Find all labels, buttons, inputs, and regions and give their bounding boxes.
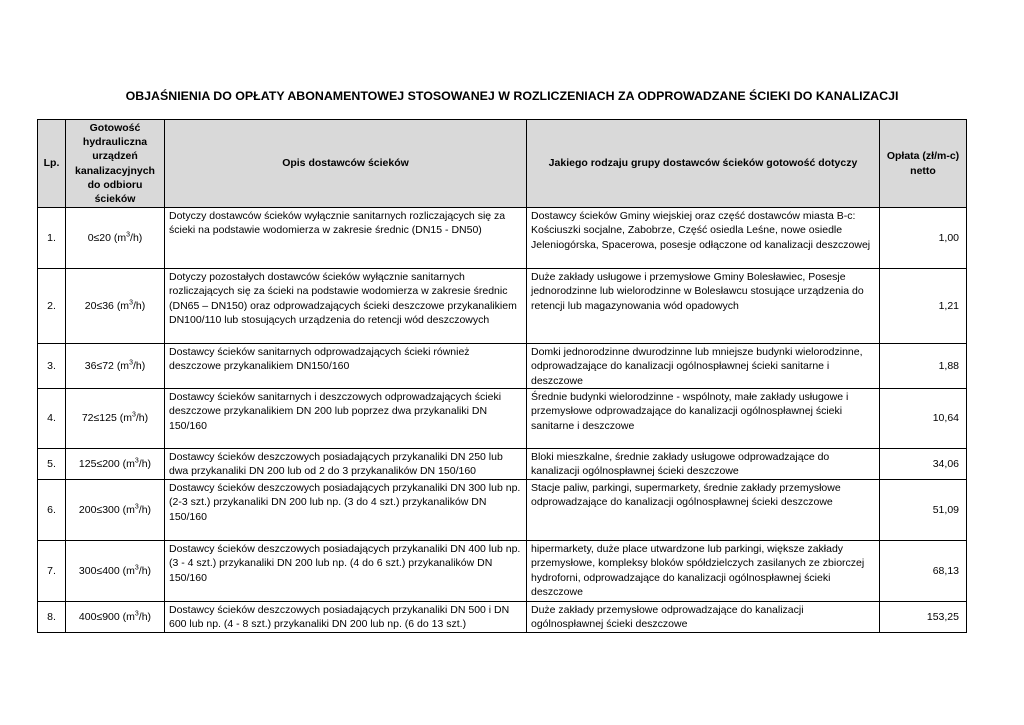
cell-fee: 1,88: [880, 344, 967, 389]
cell-fee: 10,64: [880, 389, 967, 449]
cell-fee: 68,13: [880, 541, 967, 602]
unit-exponent: 3: [134, 610, 139, 618]
cell-lp: 7.: [38, 541, 66, 602]
capacity-range: 125≤200: [78, 457, 123, 470]
unit-open: (m: [113, 231, 127, 244]
cell-capacity: [66, 602, 165, 633]
table-row: [38, 449, 967, 480]
cell-description: Dostawcy ścieków sanitarnych odprowadzających ścieki również deszczowe przykanalikiem DN150/160: [165, 344, 527, 389]
unit-open: (m: [116, 299, 130, 312]
cell-capacity: [66, 269, 165, 344]
unit-close: /h): [138, 564, 152, 577]
cell-lp: 8.: [38, 602, 66, 633]
cell-description: Dotyczy dostawców ścieków wyłącznie sanitarnych rozliczających się za ścieki na podstawie wodomierza w zakresie średnic (DN15 - DN50): [165, 208, 527, 269]
table-row: [38, 269, 967, 344]
capacity-range: 300≤400: [78, 564, 123, 577]
unit-open: (m: [122, 564, 135, 577]
capacity-range: 36≤72: [84, 359, 117, 372]
cell-fee: 1,21: [880, 269, 967, 344]
header-fee: Opłata (zł/m-c) netto: [880, 120, 967, 208]
cell-capacity: [66, 541, 165, 602]
capacity-range: 0≤20: [87, 231, 114, 244]
unit-open: (m: [122, 503, 135, 516]
table-row: [38, 602, 967, 633]
capacity-range: 400≤900: [78, 610, 123, 623]
cell-group: Średnie budynki wielorodzinne - wspólnoty, małe zakłady usługowe i przemysłowe odprowadzające do kanalizacji ogólnospławnej ścieki sanitarne i deszczowe: [527, 389, 880, 449]
cell-fee: 34,06: [880, 449, 967, 480]
unit-close: /h): [138, 610, 152, 623]
cell-capacity: [66, 389, 165, 449]
header-capacity: Gotowość hydrauliczna urządzeń kanalizacyjnych do odbioru ścieków: [66, 120, 165, 208]
cell-capacity: [66, 344, 165, 389]
unit-open: (m: [122, 610, 135, 623]
unit-open: (m: [119, 412, 132, 425]
unit-exponent: 3: [129, 299, 133, 307]
cell-fee: 153,25: [880, 602, 967, 633]
page-title: OBJAŚNIENIA DO OPŁATY ABONAMENTOWEJ STOSOWANEJ W ROZLICZENIACH ZA ODPROWADZANE ŚCIEKI DO KANALIZACJI: [125, 89, 899, 103]
cell-lp: 5.: [38, 449, 66, 480]
unit-exponent: 3: [129, 359, 133, 367]
cell-group: Duże zakłady przemysłowe odprowadzające do kanalizacji ogólnospławnej ścieki deszczowe: [527, 602, 880, 633]
cell-lp: 3.: [38, 344, 66, 389]
cell-group: Bloki mieszkalne, średnie zakłady usługowe odprowadzające do kanalizacji ogólnospławnej ścieki deszczowe: [527, 449, 880, 480]
cell-lp: 2.: [38, 269, 66, 344]
unit-exponent: 3: [126, 231, 131, 239]
cell-capacity: [66, 480, 165, 541]
cell-group: Domki jednorodzinne dwurodzinne lub mniejsze budynki wielorodzinne, odprowadzające do kanalizacji ogólnospławnej ścieki sanitarne i deszczowe: [527, 344, 880, 389]
cell-description: Dotyczy pozostałych dostawców ścieków wyłącznie sanitarnych rozliczających się za ścieki na podstawie wodomierza w zakresie średnic (DN65 – DN150) oraz odprowadzających ścieki deszczowe przykanalikiem DN100/110 lub stosujących urządzenia do retencji wód deszczowych: [165, 269, 527, 344]
unit-open: (m: [116, 359, 130, 372]
unit-exponent: 3: [134, 457, 139, 465]
unit-close: /h): [130, 231, 143, 244]
cell-fee: 1,00: [880, 208, 967, 269]
unit-exponent: 3: [134, 564, 139, 572]
unit-exponent: 3: [134, 503, 139, 511]
cell-lp: 1.: [38, 208, 66, 269]
unit-close: /h): [138, 457, 152, 470]
table-row: [38, 389, 967, 449]
unit-close: /h): [132, 359, 146, 372]
cell-description: Dostawcy ścieków deszczowych posiadających przykanaliki DN 250 lub dwa przykanaliki DN 200 lub od 2 do 3 przykanalików DN 150/160: [165, 449, 527, 480]
table-row: [38, 208, 967, 269]
header-lp: Lp.: [38, 120, 66, 208]
cell-capacity: [66, 449, 165, 480]
capacity-range: 200≤300: [78, 503, 123, 516]
cell-description: Dostawcy ścieków deszczowych posiadających przykanaliki DN 300 lub np. (2-3 szt.) przykanaliki DN 200 lub np. (3 do 4 szt.) przykanalików DN 150/160: [165, 480, 527, 541]
cell-group: Duże zakłady usługowe i przemysłowe Gminy Bolesławiec, Posesje jednorodzinne lub wielorodzinne w Bolesławcu stosujące urządzenia do retencji lub magazynowania wód opadowych: [527, 269, 880, 344]
cell-fee: 51,09: [880, 480, 967, 541]
cell-lp: 4.: [38, 389, 66, 449]
capacity-range: 72≤125: [81, 412, 120, 425]
header-description: Opis dostawców ścieków: [165, 120, 527, 208]
cell-lp: 6.: [38, 480, 66, 541]
cell-group: Stacje paliw, parkingi, supermarkety, średnie zakłady przemysłowe odprowadzające do kanalizacji ogólnospławnej ścieki deszczowe: [527, 480, 880, 541]
cell-group: hipermarkety, duże place utwardzone lub parkingi, większe zakłady przemysłowe, kompleksy bloków spółdzielczych zasilanych ze zbiorczej hydroforni, odprowadzające do kanalizacji ogólnospławnej ścieki deszczowe: [527, 541, 880, 602]
capacity-range: 20≤36: [84, 299, 117, 312]
unit-close: /h): [138, 503, 152, 516]
cell-description: Dostawcy ścieków sanitarnych i deszczowych odprowadzających ścieki deszczowe przykanalikiem DN 200 lub poprzez dwa przykanaliki DN 150/160: [165, 389, 527, 449]
unit-close: /h): [132, 299, 146, 312]
cell-capacity: [66, 208, 165, 269]
header-group: Jakiego rodzaju grupy dostawców ścieków gotowość dotyczy: [527, 120, 880, 208]
table-row: [38, 480, 967, 541]
table-row: [38, 344, 967, 389]
unit-close: /h): [135, 412, 149, 425]
cell-description: Dostawcy ścieków deszczowych posiadających przykanaliki DN 400 lub np. (3 - 4 szt.) przykanaliki DN 200 lub np. (4 do 6 szt.) przykanalików DN 150/160: [165, 541, 527, 602]
unit-exponent: 3: [131, 411, 136, 419]
unit-open: (m: [122, 457, 135, 470]
cell-group: Dostawcy ścieków Gminy wiejskiej oraz część dostawców miasta B-c: Kościuszki socjalne, Zabobrze, Część osiedla Leśne, nowe osiedle Jeleniogórska, Spacerowa, posesje odłączone od kanalizacji deszczowej: [527, 208, 880, 269]
fees-table: [37, 119, 967, 633]
table-header-row: [38, 120, 967, 208]
cell-description: Dostawcy ścieków deszczowych posiadających przykanaliki DN 500 i DN 600 lub np. (4 - 8 szt.) przykanaliki DN 200 lub np. (6 do 13 szt.): [165, 602, 527, 633]
table-row: [38, 541, 967, 602]
